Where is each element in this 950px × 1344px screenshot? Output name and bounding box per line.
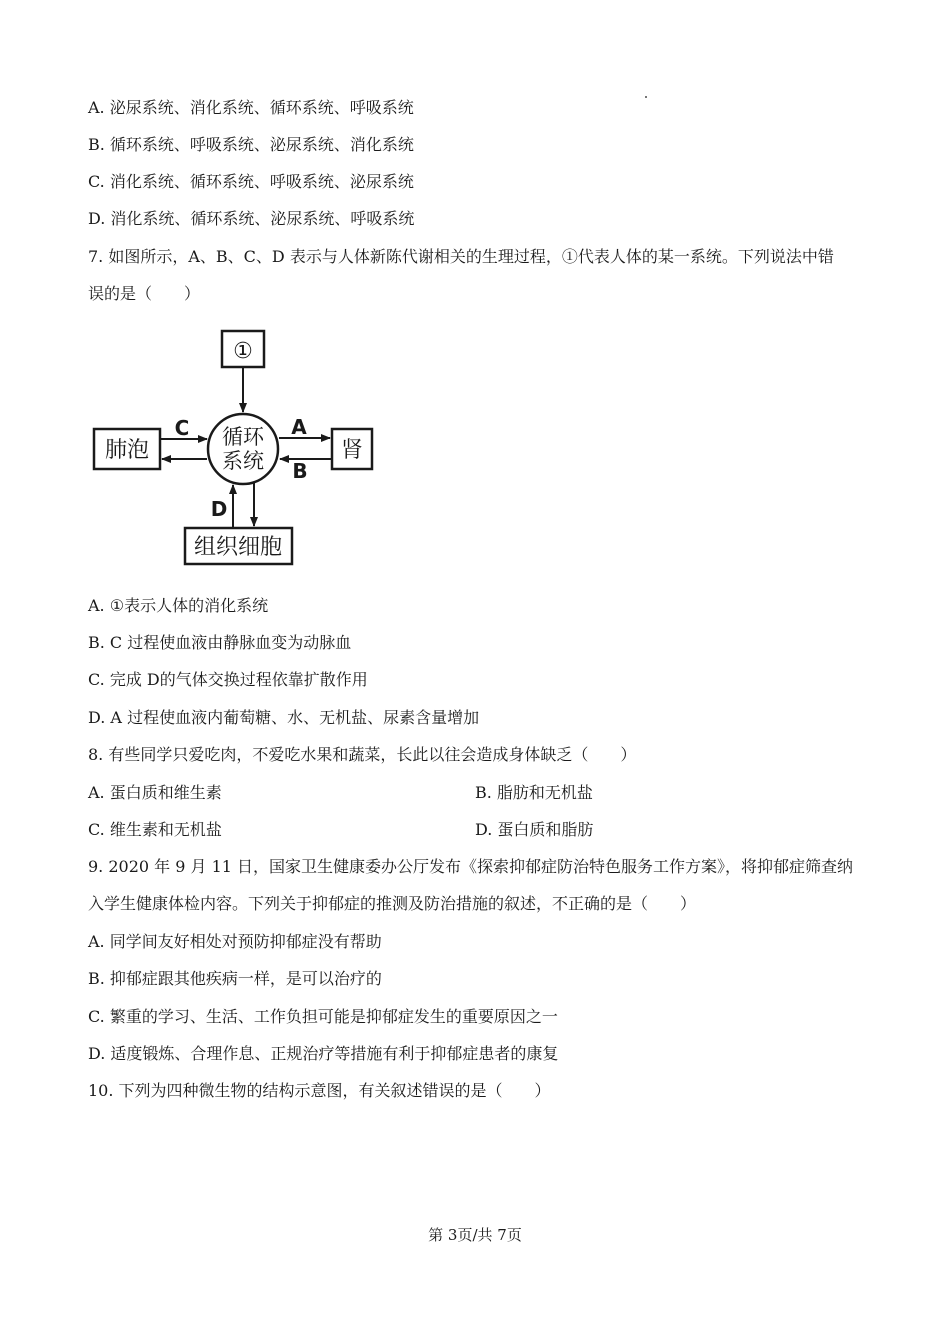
q7-option-b: B. C 过程使血液由静脉血变为动脉血 [88,633,352,652]
label-b: B [292,459,308,483]
q7-option-a: A. ①表示人体的消化系统 [88,596,269,615]
label-d: D [210,497,228,521]
q8-option-c: C. 维生素和无机盐 [88,820,222,839]
q7-option-d: D. A 过程使血液内葡萄糖、水、无机盐、尿素含量增加 [88,708,480,727]
metabolism-diagram [88,325,388,570]
q9-stem-line2: 入学生健康体检内容。下列关于抑郁症的推测及防治措施的叙述，不正确的是（ ） [88,894,697,913]
q8-option-b: B. 脂肪和无机盐 [475,783,593,802]
q9-option-a: A. 同学间友好相处对预防抑郁症没有帮助 [88,932,382,951]
q6-option-d: D. 消化系统、循环系统、泌尿系统、呼吸系统 [88,209,415,228]
label-c: C [174,416,190,440]
alveoli-label: 肺泡 [104,438,150,463]
q7-option-c: C. 完成 D的气体交换过程依靠扩散作用 [88,670,368,689]
q6-option-b: B. 循环系统、呼吸系统、泌尿系统、消化系统 [88,135,414,154]
kidney-label: 肾 [340,438,364,463]
q10-stem: 10. 下列为四种微生物的结构示意图，有关叙述错误的是（ ） [88,1081,551,1100]
center-label-line1: 循环 [222,425,264,449]
q9-option-b: B. 抑郁症跟其他疾病一样，是可以治疗的 [88,969,382,988]
tissue-cells-label: 组织细胞 [193,535,283,560]
q8-stem: 8. 有些同学只爱吃肉，不爱吃水果和蔬菜，长此以往会造成身体缺乏（ ） [88,745,637,764]
q7-stem-line1: 7. 如图所示，A、B、C、D 表示与人体新陈代谢相关的生理过程，①代表人体的某一系统。下列说法中错 [88,247,834,266]
q7-stem-line2: 误的是（ ） [88,284,201,303]
q8-option-a: A. 蛋白质和维生素 [88,783,222,802]
center-label-line2: 系统 [222,449,264,473]
stray-mark [645,96,647,98]
q9-option-d: D. 适度锻炼、合理作息、正规治疗等措施有利于抑郁症患者的康复 [88,1044,559,1063]
label-a: A [291,415,307,439]
q9-option-c: C. 繁重的学习、生活、工作负担可能是抑郁症发生的重要原因之一 [88,1007,558,1026]
system-1-label: ① [233,339,253,364]
q9-stem-line1: 9. 2020 年 9 月 11 日，国家卫生健康委办公厅发布《探索抑郁症防治特色服务工作方案》，将抑郁症筛查纳 [88,857,854,876]
q6-option-c: C. 消化系统、循环系统、呼吸系统、泌尿系统 [88,172,414,191]
page-number: 第 3页/共 7页 [428,1226,522,1244]
q6-option-a: A. 泌尿系统、消化系统、循环系统、呼吸系统 [88,98,414,117]
q8-option-d: D. 蛋白质和脂肪 [475,820,594,839]
